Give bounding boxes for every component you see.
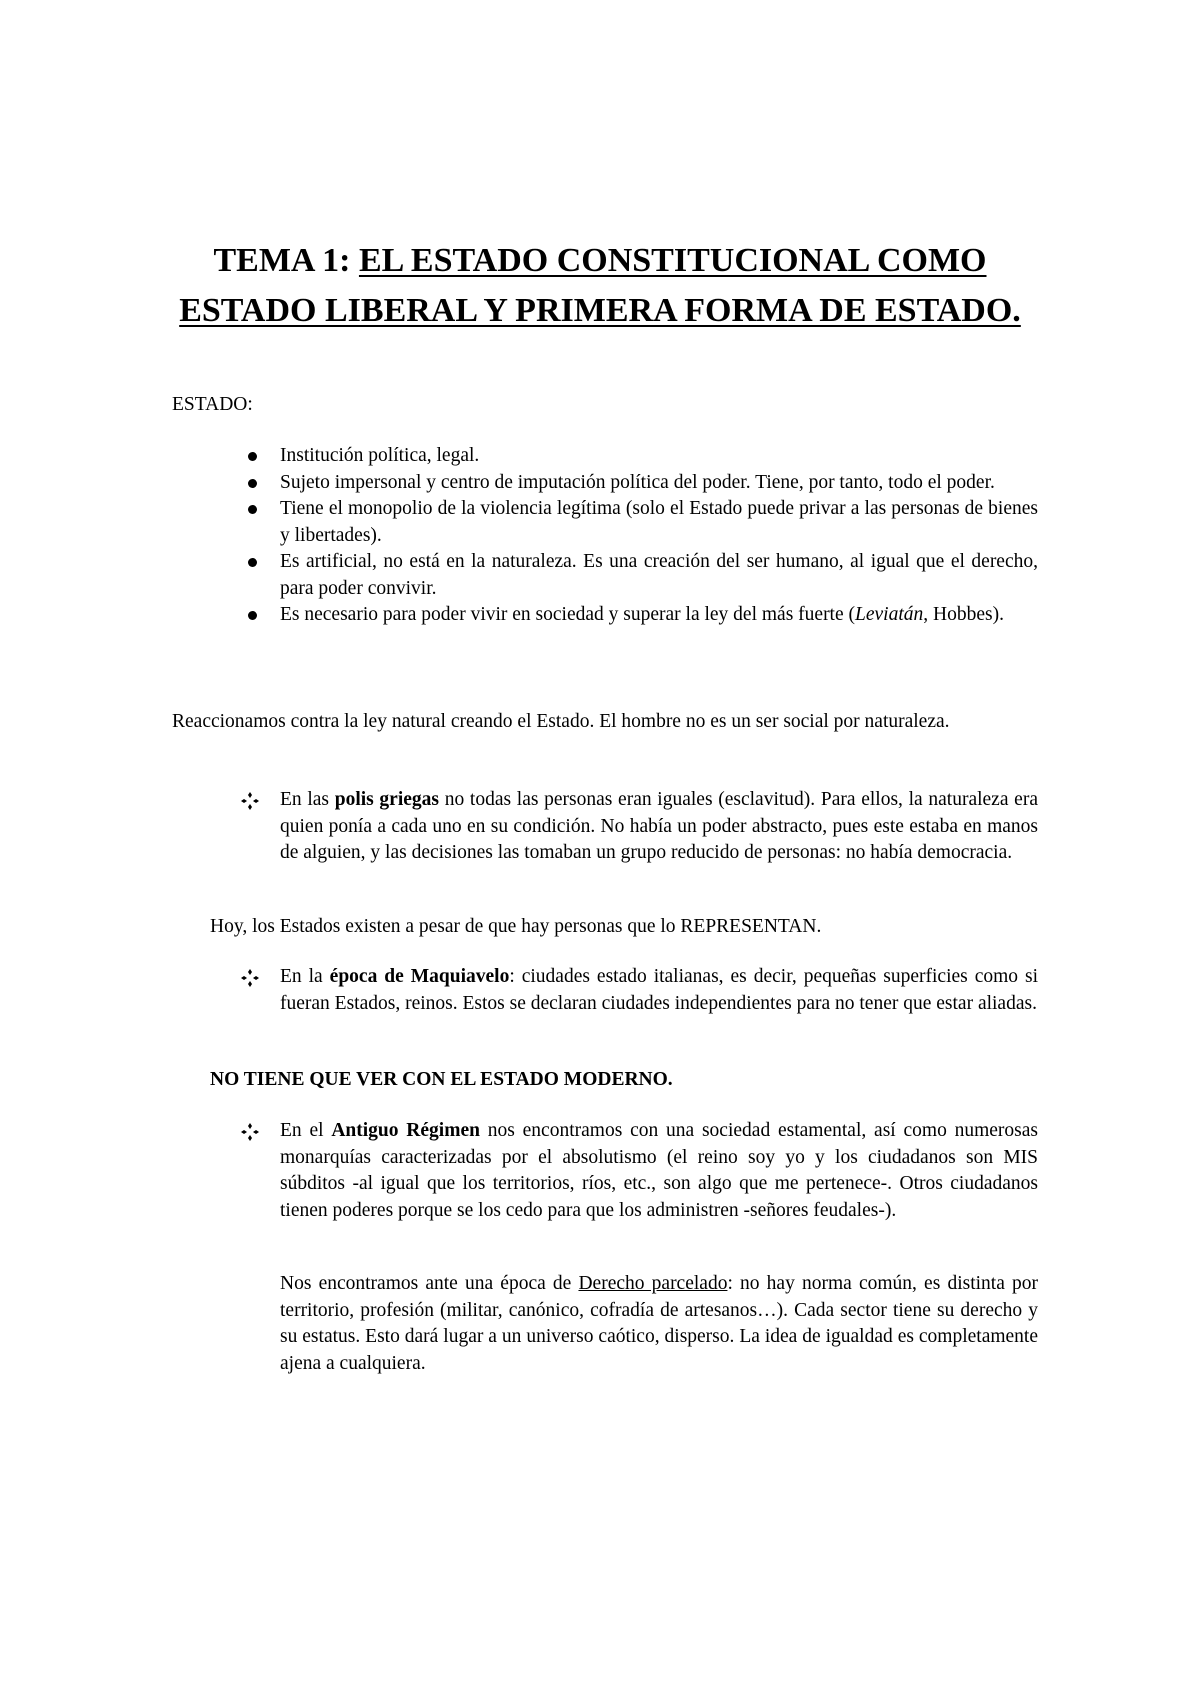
reaccionamos-paragraph: Reaccionamos contra la ley natural creando el Estado. El hombre no es un ser social por naturaleza.: [172, 711, 950, 732]
bullet-item: Sujeto impersonal y centro de imputación política del poder. Tiene, por tanto, todo el poder.: [280, 470, 1038, 497]
bullet-dot-icon: [248, 505, 257, 514]
title-line-1: [120, 236, 1080, 286]
bullet-item: Institución política, legal.: [280, 443, 1038, 470]
bullet-item: Es artificial, no está en la naturaleza. Es una creación del ser humano, al igual que el derecho, para poder convivir.: [280, 549, 1038, 602]
four-diamond-bullet-icon: [240, 1122, 260, 1142]
bullet-dot-icon: [248, 479, 257, 488]
derecho-parcelado-paragraph: Nos encontramos ante una época de Derecho parcelado: no hay norma común, es distinta por territorio, profesión (militar, canónico, cofradía de artesanos…). Cada sector tiene su derecho y su estatus. Esto dará lugar a un universo caótico, disperso. La idea de igualdad es completamente ajena a cualquiera.: [280, 1273, 1038, 1374]
bullet-dot-icon: [248, 452, 257, 461]
estado-heading: ESTADO:: [172, 394, 253, 415]
hoy-paragraph: Hoy, los Estados existen a pesar de que hay personas que lo REPRESENTAN.: [210, 916, 822, 937]
antiguo-regimen-section: [280, 1118, 1038, 1224]
title-prefix: TEMA 1:: [213, 242, 359, 279]
diamond-item: En el Antiguo Régimen nos encontramos con una sociedad estamental, así como numerosas monarquías caracterizadas por el absolutismo (el reino soy yo y los ciudadanos son MIS súbditos -al igual que los territorios, ríos, etc., son algo que me pertenece-. Otros ciudadanos tienen poderes porque se los cedo para que los administren -señores feudales-).: [280, 1118, 1038, 1224]
four-diamond-bullet-icon: [240, 791, 260, 811]
no-tiene-heading: NO TIENE QUE VER CON EL ESTADO MODERNO.: [210, 1069, 673, 1090]
document-title: [120, 236, 1080, 336]
bullet-dot-icon: [248, 558, 257, 567]
diamond-item: En la época de Maquiavelo: ciudades estado italianas, es decir, pequeñas superficies como si fueran Estados, reinos. Estos se declaran ciudades independientes para no tener que estar aliadas.: [280, 964, 1038, 1017]
maquiavelo-section: [280, 964, 1038, 1017]
four-diamond-bullet-icon: [240, 968, 260, 988]
title-line-2: [120, 286, 1080, 336]
diamond-item: En las polis griegas no todas las personas eran iguales (esclavitud). Para ellos, la naturaleza era quien ponía a cada uno en su condición. No había un poder abstracto, pues este estaba en manos de alguien, y las decisiones las tomaban un grupo reducido de personas: no había democracia.: [280, 787, 1038, 867]
estado-bullet-list: [280, 443, 1038, 629]
bullet-dot-icon: [248, 611, 257, 620]
polis-section: [280, 787, 1038, 867]
title-main-line-1: EL ESTADO CONSTITUCIONAL COMO: [358, 242, 987, 279]
bullet-item: Es necesario para poder vivir en sociedad y superar la ley del más fuerte (Leviatán, Hobbes).: [280, 602, 1038, 629]
bullet-item: Tiene el monopolio de la violencia legítima (solo el Estado puede privar a las personas de bienes y libertades).: [280, 496, 1038, 549]
title-main-line-2: ESTADO LIBERAL Y PRIMERA FORMA DE ESTADO.: [179, 292, 1021, 329]
